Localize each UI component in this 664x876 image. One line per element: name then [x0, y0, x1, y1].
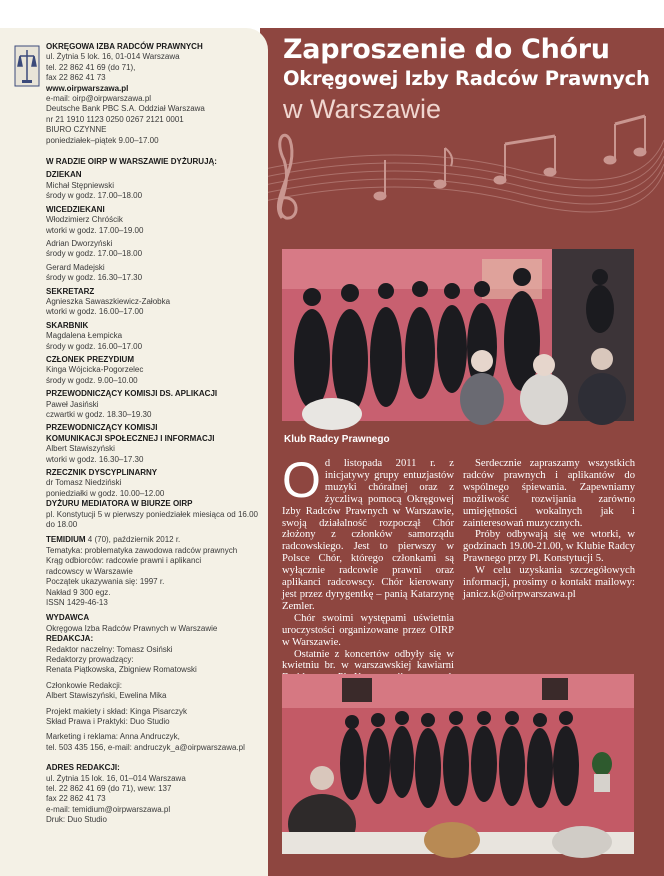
- sklad: Skład Prawa i Praktyki: Duo Studio: [46, 716, 170, 726]
- oirp-logo: [12, 44, 42, 88]
- wicedziekan-name: Gerard Madejski: [46, 262, 105, 272]
- sekretarz-name: Agnieszka Sawaszkiewicz-Załobka: [46, 296, 171, 306]
- tematyka: Tematyka: problematyka zawodowa radców prawnych: [46, 545, 238, 555]
- duty-heading: W RADZIE OIRP W WARSZAWIE DYŻURUJĄ:: [46, 157, 217, 167]
- redakcja-title: REDAKCJA:: [46, 634, 94, 644]
- article-title: [283, 34, 650, 126]
- org-email[interactable]: e-mail: oirp@oirpwarszawa.pl: [46, 94, 152, 104]
- poczatek: Początek ukazywania się: 1997 r.: [46, 577, 165, 587]
- choir-photo-2: [282, 674, 634, 854]
- dropcap: O: [282, 452, 321, 508]
- wicedziekan-name: Włodzimierz Chróścik: [46, 215, 123, 225]
- skarbnik-name: Magdalena Łempicka: [46, 331, 123, 341]
- bank-name: Deutsche Bank PBC S.A. Oddział Warszawa: [46, 104, 205, 114]
- mediator-text: pl. Konstytucji 5 w pierwszy poniedziałek miesiąca od 16.00 do 18.00: [46, 509, 258, 530]
- skarbnik-title: SKARBNIK: [46, 320, 89, 330]
- website-link[interactable]: www.oirpwarszawa.pl: [46, 83, 129, 93]
- mediator-title: DYŻURU MEDIATORA W BIURZE OIRP: [46, 499, 193, 509]
- rzecznik-hours: poniedziałki w godz. 10.00–12.00: [46, 488, 165, 498]
- bank-account: nr 21 1910 1123 0250 0267 2121 0001: [46, 114, 184, 124]
- article-column-1: [282, 452, 454, 673]
- aplikacja-name: Paweł Jasiński: [46, 399, 99, 409]
- wydawca-name: Okręgowa Izba Radców Prawnych w Warszawie: [46, 623, 218, 633]
- dziekan-name: Michał Stępniewski: [46, 180, 115, 190]
- temidium-line: [46, 535, 258, 545]
- aplikacja-title: PRZEWODNICZĄCY KOMISJI DS. APLIKACJI: [46, 389, 218, 399]
- redaktorzy-names: Renata Piątkowska, Zbigniew Romatowski: [46, 665, 197, 675]
- paragraph-1-text: d listopada 2011 r. z inicjatywy grupy entuzjastów muzyki chóralnej oraz z życzliwą pomocą Okręgowej Izby Radców Prawnych w Warszawie, swoją działalność rozpoczął Chór złożony z członków samorządu radcowskiego. Jest to pierwszy w Polsce Chór, którego członkami są wyłącznie radcowie prawni oraz aplikanci radcowscy. Chór kierowany jest przez dyrygentkę – panią Katarzynę Zemler.: [282, 458, 454, 612]
- paragraph-1: [282, 452, 454, 613]
- wicedziekan-hours: środy w godz. 17.00–18.00: [46, 249, 143, 259]
- paragraph-3: Ostatnie z koncertów odbyły się w kwietniu br. w warszawskiej kawiarni: [282, 648, 454, 672]
- temidium-issue: 4 (70), październik 2012 r.: [85, 535, 181, 545]
- org-name: OKRĘGOWA IZBA RADCÓW PRAWNYCH: [46, 42, 203, 51]
- org-phone: tel. 22 862 41 69 (do 71),: [46, 62, 136, 72]
- komunikacja-hours: wtorki w godz. 16.30–17.30: [46, 454, 144, 464]
- krag-odbiorcow-2: radcowscy w Warszawie: [46, 566, 133, 576]
- czlonkowie-names: Albert Stawiszyński, Ewelina Mika: [46, 691, 167, 701]
- wicedziekan-hours: wtorki w godz. 17.00–19.00: [46, 225, 144, 235]
- paragraph-6: W celu uzyskania szczegółowych informacji, prosimy o kontakt mailowy: janicz.k@oirpwarszawa.pl: [463, 565, 635, 600]
- czlonkowie-label: Członkowie Redakcji:: [46, 680, 123, 690]
- title-line-3: w Warszawie: [283, 94, 442, 124]
- marketing-contact[interactable]: tel. 503 435 156, e-mail: andruczyk_a@oirpwarszawa.pl: [46, 742, 245, 752]
- paragraph-5: Próby odbywają się we wtorki, w godzinach 19.00-21.00, w Klubie Radcy Prawnego przy Pl. Konstytucji 5.: [463, 529, 635, 565]
- title-line-1: Zaproszenie do Chóru: [283, 34, 610, 65]
- krag-odbiorcow: Krąg odbiorców: radcowie prawni i aplikanci: [46, 556, 202, 566]
- komunikacja-title-2: KOMUNIKACJI SPOŁECZNEJ I INFORMACJI: [46, 433, 215, 443]
- sekretarz-title: SEKRETARZ: [46, 286, 95, 296]
- adres-title: ADRES REDAKCJI:: [46, 763, 120, 773]
- org-fax: fax 22 862 41 73: [46, 73, 106, 83]
- skarbnik-hours: środy w godz. 16.00–17.00: [46, 341, 143, 351]
- marketing: Marketing i reklama: Anna Andruczyk,: [46, 732, 180, 742]
- article-column-2: [463, 458, 635, 601]
- issn: ISSN 1429-46-13: [46, 597, 108, 607]
- sidebar-text: [46, 42, 258, 826]
- dziekan-hours: środy w godz. 17.00–18.00: [46, 191, 143, 201]
- rzecznik-title: RZECZNIK DYSCYPLINARNY: [46, 468, 158, 478]
- temidium-title: TEMIDIUM: [46, 535, 86, 545]
- naklad: Nakład 9 300 egz.: [46, 587, 111, 597]
- office-label: BIURO CZYNNE: [46, 125, 107, 135]
- adres-fax: fax 22 862 41 73: [46, 794, 106, 804]
- rzecznik-name: dr Tomasz Niedziński: [46, 478, 122, 488]
- adres-phone: tel. 22 862 41 69 (do 71), wew: 137: [46, 784, 172, 793]
- wydawca-title: WYDAWCA: [46, 613, 90, 623]
- adres-email[interactable]: e-mail: temidium@oirpwarszawa.pl: [46, 804, 171, 814]
- redaktor-naczelny: Redaktor naczelny: Tomasz Osiński: [46, 644, 173, 654]
- sekretarz-hours: wtorki w godz. 16.00–17.00: [46, 307, 144, 317]
- druk: Druk: Duo Studio: [46, 815, 107, 825]
- photo-caption: Klub Radcy Prawnego: [284, 434, 390, 445]
- title-line-2: Okręgowej Izby Radców Prawnych: [283, 67, 650, 90]
- komunikacja-name: Albert Stawiszyński: [46, 444, 115, 454]
- czlonek-hours: środy w godz. 9.00–10.00: [46, 375, 138, 385]
- czlonek-title: CZŁONEK PREZYDIUM: [46, 354, 134, 364]
- aplikacja-hours: czwartki w godz. 18.30–19.30: [46, 410, 152, 419]
- dziekan-title: DZIEKAN: [46, 170, 82, 180]
- adres-street: ul. Żytnia 15 lok. 16, 01–014 Warszawa: [46, 773, 186, 783]
- paragraph-2: Chór swoimi występami uświetnia uroczystości organizowane przez OIRP w Warszawie.: [282, 612, 454, 648]
- projekt: Projekt makiety i skład: Kinga Pisarczyk: [46, 706, 187, 716]
- paragraph-4: Serdecznie zapraszamy wszystkich radców prawnych i aplikantów do wspólnego śpiewania. Zapewniamy możliwość rozwijania zarówno umiejętności wokalnych jak i zainteresowań muzycznych.: [463, 458, 635, 529]
- komunikacja-title: PRZEWODNICZĄCY KOMISJI: [46, 423, 158, 433]
- office-hours: poniedziałek–piątek 9.00–17.00: [46, 135, 159, 145]
- choir-photo-1: [282, 249, 634, 421]
- wicedziekan-name: Adrian Dworzyński: [46, 238, 113, 248]
- wicedziekan-hours: środy w godz. 16.30–17.30: [46, 273, 143, 283]
- wicedziekani-title: WICEDZIEKANI: [46, 204, 105, 214]
- czlonek-name: Kinga Wójcicka-Pogorzelec: [46, 365, 144, 375]
- redaktorzy-label: Redaktorzy prowadzący:: [46, 654, 134, 664]
- org-address: ul. Żytnia 5 lok. 16, 01-014 Warszawa: [46, 52, 180, 62]
